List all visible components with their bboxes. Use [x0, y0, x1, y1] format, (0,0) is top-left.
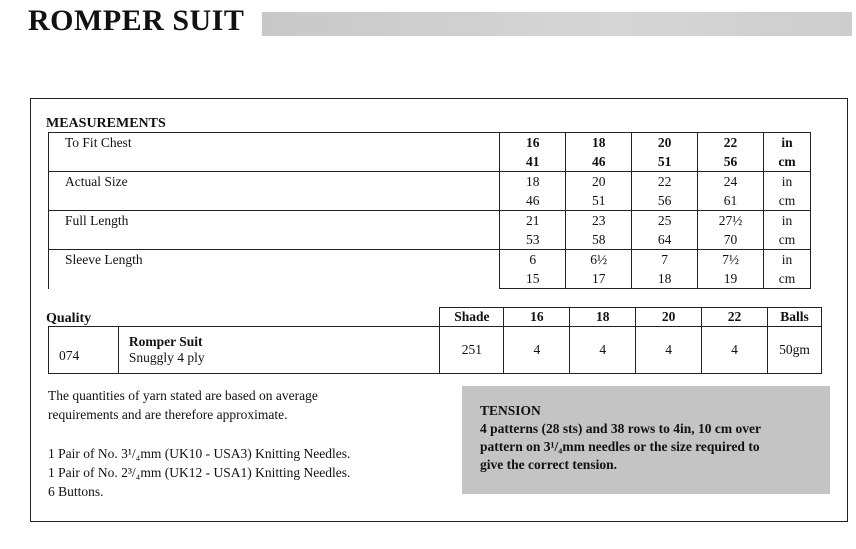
note-line: requirements and are therefore approximate.: [48, 407, 288, 422]
cell-in: 23: [566, 211, 632, 231]
row-label: Full Length: [49, 211, 500, 250]
header-balls: Balls: [768, 308, 822, 327]
cell-in: 18: [500, 172, 566, 192]
cell-in: 22: [698, 133, 764, 153]
header-size: 16: [504, 308, 570, 327]
header-size: 22: [702, 308, 768, 327]
quantity-value: 4: [504, 327, 570, 374]
header-shade: Shade: [440, 308, 504, 327]
cell-cm: 53: [500, 230, 566, 250]
cell-in: 27½: [698, 211, 764, 231]
cell-cm: 51: [566, 191, 632, 211]
unit-cm: cm: [764, 230, 811, 250]
cell-in: 16: [500, 133, 566, 153]
yarn-note: [48, 386, 318, 424]
cell-in: 24: [698, 172, 764, 192]
cell-cm: 41: [500, 152, 566, 172]
quality-table: [48, 307, 822, 374]
measurements-heading: MEASUREMENTS: [46, 116, 166, 131]
cell-in: 20: [632, 133, 698, 153]
cell-cm: 58: [566, 230, 632, 250]
yarn-code: 074: [49, 327, 119, 374]
row-label: To Fit Chest: [49, 133, 500, 172]
unit-in: in: [764, 133, 811, 153]
cell-cm: 15: [500, 269, 566, 289]
cell-in: 18: [566, 133, 632, 153]
title-rule: [262, 12, 852, 36]
balls-value: 50gm: [768, 327, 822, 374]
cell-in: 25: [632, 211, 698, 231]
cell-cm: 64: [632, 230, 698, 250]
needle-line: 1 Pair of No. 3¹/₄mm (UK10 - USA3) Knitting Needles.: [48, 446, 351, 461]
quantity-value: 4: [636, 327, 702, 374]
table-row: [49, 133, 811, 153]
note-line: The quantities of yarn stated are based on average: [48, 388, 318, 403]
cell-in: 7½: [698, 250, 764, 270]
buttons-line: 6 Buttons.: [48, 484, 104, 499]
cell-in: 6: [500, 250, 566, 270]
measurements-table: [48, 132, 811, 289]
quantity-value: 4: [702, 327, 768, 374]
cell-in: 22: [632, 172, 698, 192]
tension-heading: TENSION: [480, 403, 541, 418]
unit-cm: cm: [764, 191, 811, 211]
cell-cm: 17: [566, 269, 632, 289]
quantity-value: 4: [570, 327, 636, 374]
row-label: Actual Size: [49, 172, 500, 211]
cell-cm: 18: [632, 269, 698, 289]
header-size: 18: [570, 308, 636, 327]
shade-value: 251: [440, 327, 504, 374]
cell-cm: 51: [632, 152, 698, 172]
cell-in: 21: [500, 211, 566, 231]
tension-line: pattern on 3¹/₄mm needles or the size required to: [480, 439, 760, 454]
needles-list: [48, 444, 350, 501]
cell-cm: 56: [698, 152, 764, 172]
yarn-type: Snuggly 4 ply: [128, 350, 205, 365]
table-row: [49, 172, 811, 192]
cell-cm: 46: [566, 152, 632, 172]
tension-box: [462, 386, 830, 494]
cell-cm: 56: [632, 191, 698, 211]
tension-line: give the correct tension.: [480, 457, 617, 472]
cell-in: 6½: [566, 250, 632, 270]
unit-cm: cm: [764, 152, 811, 172]
unit-cm: cm: [764, 269, 811, 289]
cell-in: 20: [566, 172, 632, 192]
quality-heading: Quality: [46, 311, 92, 326]
header-size: 20: [636, 308, 702, 327]
quality-header-row: [49, 308, 822, 327]
yarn-name: Romper Suit: [128, 334, 203, 349]
needle-line: 1 Pair of No. 2³/₄mm (UK12 - USA1) Knitting Needles.: [48, 465, 351, 480]
page-title: ROMPER SUIT: [28, 4, 245, 37]
cell-in: 7: [632, 250, 698, 270]
table-row: [49, 250, 811, 270]
unit-in: in: [764, 211, 811, 231]
cell-cm: 61: [698, 191, 764, 211]
yarn-description: [118, 327, 440, 374]
cell-cm: 19: [698, 269, 764, 289]
tension-line: 4 patterns (28 sts) and 38 rows to 4in, 10 cm over: [480, 421, 761, 436]
unit-in: in: [764, 250, 811, 270]
row-label: Sleeve Length: [49, 250, 500, 289]
table-row: [49, 211, 811, 231]
cell-cm: 70: [698, 230, 764, 250]
unit-in: in: [764, 172, 811, 192]
cell-cm: 46: [500, 191, 566, 211]
quality-row: [49, 327, 822, 374]
